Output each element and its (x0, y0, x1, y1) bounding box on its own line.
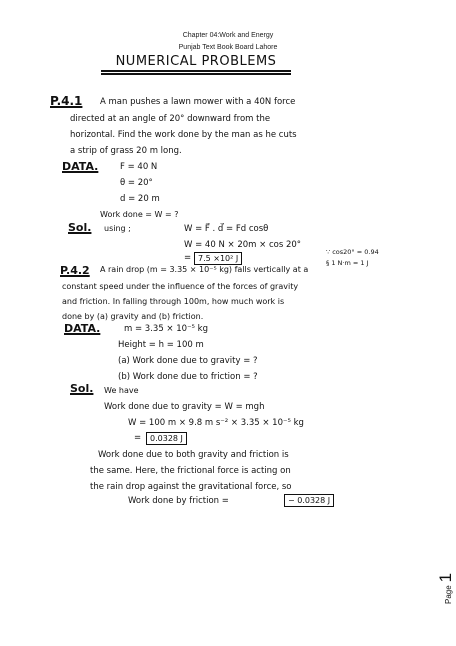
problem-4-1-line-4: a strip of grass 20 m long. (70, 146, 182, 156)
using-text: using ; (104, 224, 131, 233)
answer-box-gravity: 0.0328 J (146, 432, 187, 445)
explanation-line-3: the rain drop against the gravitational force, so (90, 482, 292, 492)
problem-4-2-line-3: and friction. In falling through 100m, how much work is (62, 297, 285, 306)
solution-label-4-1: Sol. (68, 221, 92, 234)
data-force: F = 40 N (120, 162, 158, 172)
problem-label-4-1: P.4.1 (50, 94, 83, 108)
note-joule: § 1 N·m = 1 J (326, 259, 369, 267)
title-underline (101, 70, 291, 72)
find-gravity-work: (a) Work done due to gravity = ? (118, 356, 258, 366)
page-title: NUMERICAL PROBLEMS (115, 54, 277, 69)
page-num: 1 (436, 572, 455, 583)
problem-4-1-line-3: horizontal. Find the work done by the man as he cuts (70, 130, 297, 140)
note-cos: ∵ cos20° = 0.94 (326, 248, 379, 256)
equals-sign: = (184, 253, 192, 263)
data-angle: θ = 20° (120, 178, 153, 188)
data-distance: d = 20 m (120, 194, 160, 204)
explanation-line-2: the same. Here, the frictional force is acting on (90, 466, 291, 476)
answer-box-4-1: 7.5 ×10² J (194, 252, 242, 265)
solution-label-4-2: Sol. (70, 382, 94, 395)
gravity-work-calculation: W = 100 m × 9.8 m s⁻² × 3.35 × 10⁻⁵ kg (128, 418, 304, 428)
data-height: Height = h = 100 m (118, 340, 204, 350)
problem-4-2-line-4: done by (a) gravity and (b) friction. (62, 312, 204, 321)
page-number (436, 573, 456, 604)
chapter-heading: Chapter 04:Work and Energy (182, 32, 274, 39)
data-mass: m = 3.35 × 10⁻⁵ kg (124, 324, 208, 334)
data-label-4-1: DATA. (62, 160, 99, 173)
gravity-work-equation: Work done due to gravity = W = mgh (104, 402, 265, 412)
problem-4-2-line-1: A rain drop (m = 3.35 × 10⁻⁵ kg) falls vertically at a (100, 265, 309, 274)
title-underline-2 (101, 73, 291, 75)
we-have-text: We have (104, 386, 139, 395)
work-calculation: W = 40 N × 20m × cos 20° (184, 240, 302, 250)
problem-4-1-line-1: A man pushes a lawn mower with a 40N force (100, 97, 296, 107)
data-label-4-2: DATA. (64, 322, 101, 335)
find-work: Work done = W = ? (100, 210, 179, 219)
page-word: Page (444, 585, 453, 604)
board-heading: Punjab Text Book Board Lahore (178, 44, 278, 51)
explanation-line-1: Work done due to both gravity and friction is (98, 450, 289, 460)
work-formula: W = F⃗ . d⃗ = Fd cosθ (184, 224, 269, 234)
problem-label-4-2: P.4.2 (60, 264, 90, 277)
equals-sign-2: = (134, 433, 142, 443)
problem-4-2-line-2: constant speed under the influence of the forces of gravity (62, 282, 299, 291)
find-friction-work: (b) Work done due to friction = ? (118, 372, 258, 382)
answer-box-friction: − 0.0328 J (284, 494, 334, 507)
problem-4-1-line-2: directed at an angle of 20° downward from the (70, 114, 271, 124)
friction-work-text: Work done by friction = (128, 496, 229, 506)
